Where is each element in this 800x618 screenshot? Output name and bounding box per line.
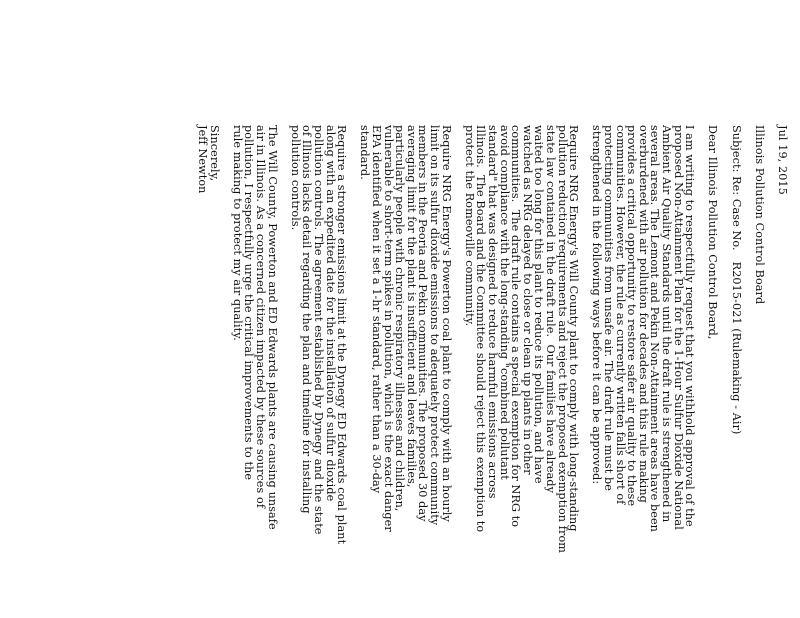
paragraph-1-line: overburdened with air pollution for decades and this rule making [636,125,650,503]
paragraph-1-line: communities. However, the rule as currently written falls short of [613,125,627,505]
paragraph-4-line: pollution controls. The agreement established by Dynegy and the state [312,125,325,535]
paragraph-5-line: The Will County, Powerton and ED Edwards plants are causing unsafe [265,125,279,530]
paragraph-1-line: provides a critical opportunity to restore safer air quality to these [625,125,639,507]
paragraph-2-line: Illinois. The Board and the Committee should reject this exemption to [474,125,488,533]
paragraph-2-line: protect the Romeoville community. [462,125,476,327]
closing: Sincerely, [207,125,221,182]
paragraph-2-line: waited too long for this plant to reduce its pollution, and have [532,125,546,484]
paragraph-5-line: rule making to protect my air quality. [230,125,244,341]
paragraph-2-line: standard" that was designed to reduce harmful emissions across [486,125,499,499]
paragraph-2-line: watched as NRG delayed to close or clean up plants in other [520,125,534,475]
paragraph-3-line: averaging limit for the plant is insufficient and leaves families, [404,125,418,488]
paragraph-3-line: members in the Peoria and Pekin communities. The proposed 30 day [416,125,430,522]
paragraph-1-line: proposed Non-Attainment Plan for the 1-Hour Sulfur Dioxide National [671,125,685,530]
paragraph-1-line: I am writing to respectfully request that you withhold approval of the [683,125,697,527]
paragraph-1-line: Ambient Air Quality Standards until the draft rule is strengthened in [660,125,673,523]
paragraph-2-line: avoid compliance with the long-standing "combined pollutant [497,125,511,480]
recipient-line: Illinois Pollution Control Board [752,125,766,305]
paragraph-2-line: Require NRG Energy's Will County plant to comply with long-standing [567,125,581,532]
paragraph-3-line: limit on its sulfur dioxide emissions to adequately protect community [428,125,441,526]
paragraph-4-line: Require a stronger emissions limit at the Dynegy ED Edwards coal plant [335,125,349,545]
paragraph-5-line: pollution, I respectfully urge the critical improvements to the [242,125,256,481]
paragraph-3-line: EPA identified when it set a 1-hr standard, rather than a 30-day [370,125,383,494]
subject-line: Subject: Re: Case No. R2015-021 (Rulemaking - Air) [729,125,743,435]
paragraph-2-line: pollution reduction requirements and reject the proposed exemption from [555,125,569,554]
paragraph-1-line: strengthened in the following ways before it can be approved: [590,125,604,485]
paragraph-3-line: particularly people with chronic respiratory illnesses and children, [393,125,407,512]
paragraph-1-line: protecting communities from unsafe air. The draft rule must be [602,125,615,491]
paragraph-3-line: vulnerable to short-term spikes in pollution, which is the exact danger [381,125,395,532]
paragraph-2-line: state law contained in the draft rule. Our families have already [544,125,557,494]
paragraph-2-line: communities. The draft rule contains a special exemption for NRG to [509,125,523,528]
paragraph-4-line: pollution controls. [288,125,302,231]
paragraph-4-line: along with an expedited date for the installation of sulfur dioxide [323,125,337,502]
letter-date: Jul 19, 2015 [776,125,789,195]
paragraph-4-line: of Illinois lacks detail regarding the plan and timeline for installing [300,125,314,514]
paragraph-5-line: air in Illinois. As a concerned citizen impacted by these sources of [254,125,267,509]
paragraph-3-line: Require NRG Energy's Powerton coal plant to comply with an hourly [439,125,453,522]
paragraph-1-line: several areas. The Lemont and Pekin Non-Attainment areas have been [648,125,662,532]
paragraph-3-line: standard. [358,125,372,180]
salutation: Dear Illinois Pollution Control Board, [706,125,720,340]
signature-name: Jeff Newton [196,125,209,194]
